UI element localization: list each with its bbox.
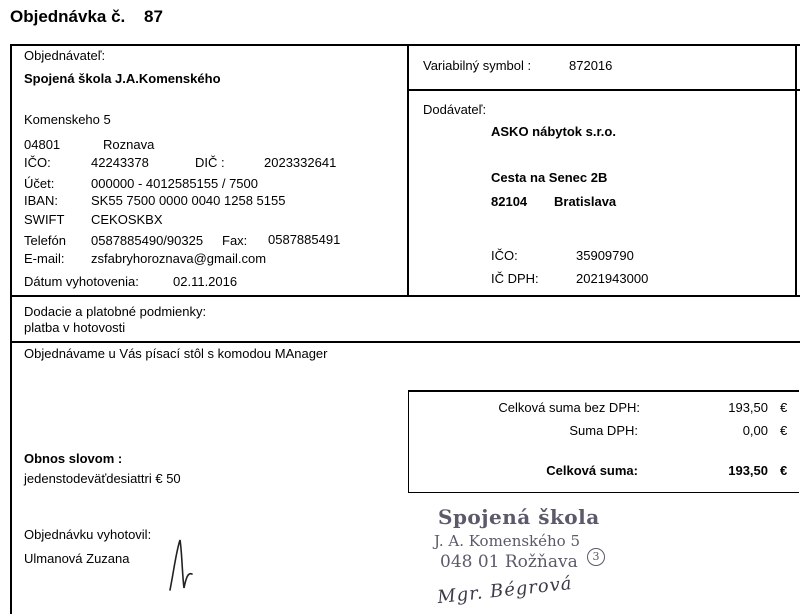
buyer-swift: CEKOSKBX bbox=[91, 212, 163, 227]
buyer-account: 000000 - 4012585155 / 7500 bbox=[91, 176, 258, 191]
supplier-name: ASKO nábytok s.r.o. bbox=[491, 124, 616, 139]
buyer-label: Objednávateľ: bbox=[24, 48, 106, 63]
buyer-swift-label: SWIFT bbox=[24, 212, 65, 227]
buyer-fax: 0587885491 bbox=[268, 232, 341, 247]
buyer-phone-label: Telefón bbox=[24, 233, 66, 248]
vat-value: 0,00 bbox=[742, 423, 768, 438]
buyer-iban: SK55 7500 0000 0040 1258 5155 bbox=[91, 193, 286, 208]
variable-symbol-label: Variabilný symbol : bbox=[423, 58, 532, 73]
issued-by-name: Ulmanová Zuzana bbox=[24, 551, 130, 566]
stamp-line2: J. A. Komenského 5 bbox=[434, 532, 581, 550]
supplier-zip: 82104 bbox=[491, 194, 528, 209]
signature-scribble bbox=[160, 530, 200, 600]
buyer-name: Spojená škola J.A.Komenského bbox=[24, 71, 221, 86]
buyer-city: Roznava bbox=[103, 137, 155, 152]
buyer-fax-label: Fax: bbox=[222, 233, 248, 248]
buyer-iban-label: IBAN: bbox=[24, 193, 58, 208]
amount-words-label: Obnos slovom : bbox=[24, 451, 123, 466]
frame-vs-separator bbox=[407, 89, 800, 91]
supplier-city: Bratislava bbox=[554, 194, 617, 209]
buyer-zip: 04801 bbox=[24, 137, 61, 152]
supplier-street: Cesta na Senec 2B bbox=[491, 170, 608, 185]
buyer-dic: 2023332641 bbox=[264, 155, 337, 170]
stamp-line1: Spojená škola bbox=[438, 505, 600, 529]
buyer-account-label: Účet: bbox=[24, 176, 55, 191]
variable-symbol-value: 872016 bbox=[569, 58, 613, 73]
frame-order-top bbox=[10, 341, 800, 343]
buyer-email[interactable]: zsfabryhoroznava@gmail.com bbox=[91, 251, 267, 266]
terms-value: platba v hotovosti bbox=[24, 320, 126, 335]
total-value: 193,50 bbox=[728, 463, 768, 478]
date-label: Dátum vyhotovenia: bbox=[24, 274, 139, 289]
buyer-street: Komenskeho 5 bbox=[24, 112, 111, 127]
net-value: 193,50 bbox=[728, 400, 768, 415]
frame-right bbox=[795, 44, 797, 296]
supplier-ico-label: IČO: bbox=[491, 248, 518, 263]
frame-middle bbox=[407, 44, 409, 296]
issued-by-label: Objednávku vyhotovil: bbox=[24, 527, 152, 542]
order-text: Objednávame u Vás písací stôl s komodou MAnager bbox=[24, 346, 328, 361]
terms-label: Dodacie a platobné podmienky: bbox=[24, 304, 207, 319]
stamp-number: 3 bbox=[587, 548, 605, 566]
stamp-line3: 048 01 Rožňava bbox=[440, 552, 578, 572]
supplier-icdph: 2021943000 bbox=[576, 271, 649, 286]
supplier-ico: 35909790 bbox=[576, 248, 634, 263]
buyer-ico: 42243378 bbox=[91, 155, 149, 170]
frame-top bbox=[10, 44, 800, 46]
amount-words-value: jedenstodeväťdesiattri € 50 bbox=[24, 471, 181, 486]
frame-left bbox=[10, 44, 12, 614]
supplier-label: Dodávateľ: bbox=[423, 102, 487, 117]
buyer-ico-label: IČO: bbox=[24, 155, 51, 170]
vat-label: Suma DPH: bbox=[569, 423, 638, 438]
document-title bbox=[10, 6, 163, 28]
title-text: Objednávka č. bbox=[10, 7, 126, 26]
buyer-phone: 0587885490/90325 bbox=[91, 233, 204, 248]
total-label: Celková suma: bbox=[546, 463, 638, 478]
stamp-signature: Mgr. Bégrová bbox=[436, 572, 574, 609]
net-label: Celková suma bez DPH: bbox=[498, 400, 640, 415]
supplier-icdph-label: IČ DPH: bbox=[491, 271, 539, 286]
total-currency: € bbox=[780, 463, 788, 478]
buyer-email-label: E-mail: bbox=[24, 251, 65, 266]
date-value: 02.11.2016 bbox=[173, 274, 238, 289]
buyer-dic-label: DIČ : bbox=[195, 155, 225, 170]
vat-currency: € bbox=[780, 423, 788, 438]
order-number: 87 bbox=[144, 7, 163, 26]
frame-terms-top bbox=[10, 295, 800, 297]
net-currency: € bbox=[780, 400, 788, 415]
